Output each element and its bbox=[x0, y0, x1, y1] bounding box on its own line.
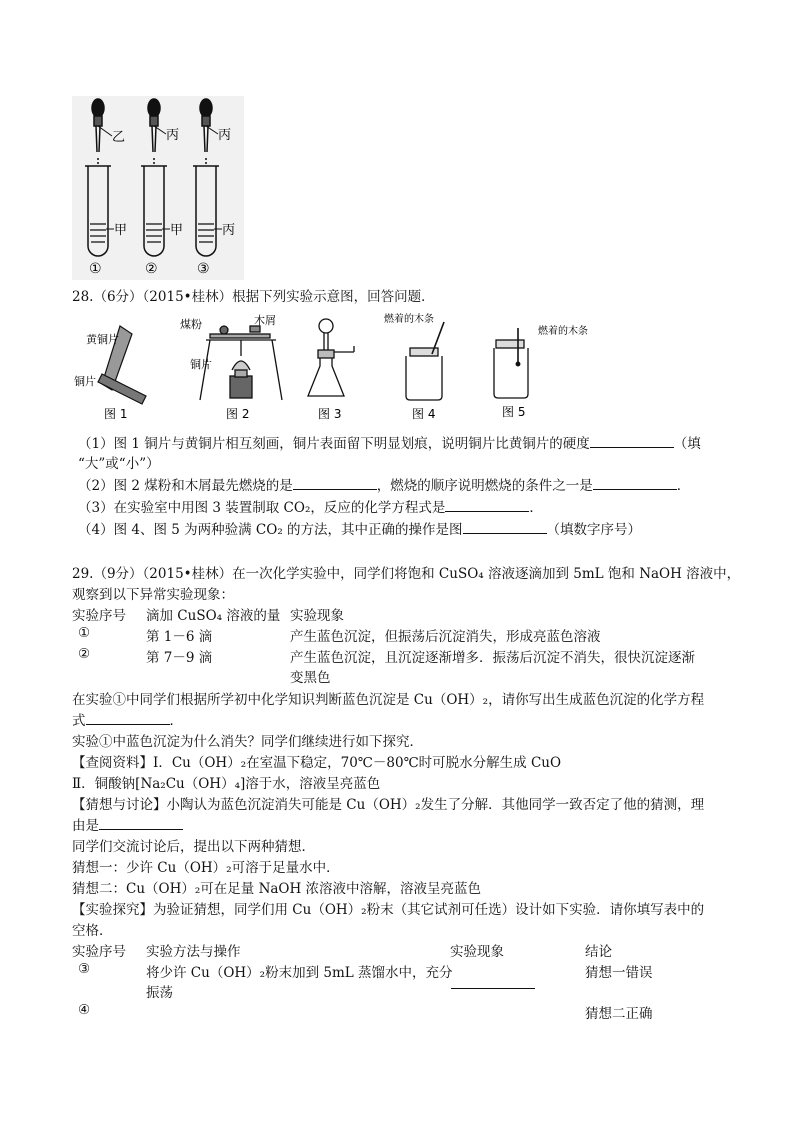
q29-p9: 【实验探究】为验证猜想，同学们用 Cu（OH）₂粉末（其它试剂可任选）设计如下实验．请你填写表中的 bbox=[72, 902, 705, 918]
fig5-caption: 图 5 bbox=[502, 405, 526, 419]
q28-figures bbox=[72, 310, 588, 428]
q28-line-3 bbox=[78, 496, 543, 516]
q29-p7: 猜想一：少许 Cu（OH）₂可溶于足量水中． bbox=[72, 860, 340, 876]
table2-row2-no: ④ bbox=[78, 1002, 91, 1018]
q29-p3: 【查阅资料】Ⅰ．Cu（OH）₂在室温下稳定，70℃－80℃时可脱水分解生成 CuO bbox=[72, 755, 562, 771]
fig4-label: 燃着的木条 bbox=[384, 314, 434, 325]
fig2-tripod-burner bbox=[200, 326, 282, 400]
table1-row2-phenomenon: 产生蓝色沉淀，且沉淀逐渐增多．振荡后沉淀不消失，很快沉淀逐渐 bbox=[290, 650, 695, 666]
table1-row1-no: ① bbox=[78, 625, 91, 641]
fig2-label-bottom: 铜片 bbox=[190, 358, 212, 371]
fig2-label-right: 木屑 bbox=[254, 314, 276, 327]
q29-blank-reason[interactable] bbox=[99, 817, 183, 830]
table2-row1-phenomenon-blank[interactable] bbox=[451, 988, 535, 989]
fig1-caption: 图 1 bbox=[104, 407, 128, 421]
fig2-caption: 图 2 bbox=[226, 407, 250, 421]
dropper-label-1: 乙 bbox=[112, 130, 126, 145]
table1-row2-amount: 第 7－9 滴 bbox=[146, 650, 213, 666]
q29-p1: 在实验①中同学们根据所学初中化学知识判断蓝色沉淀是 Cu（OH）₂，请你写出生成蓝色沉淀的化学方程 bbox=[72, 692, 705, 708]
table2-header-no: 实验序号 bbox=[72, 944, 126, 960]
test-tube-figure bbox=[72, 96, 244, 280]
tube-label-2: 甲 bbox=[170, 223, 184, 238]
q29-p1-line2 bbox=[72, 709, 183, 729]
q29-blank-equation[interactable] bbox=[86, 712, 170, 725]
table2-row1-no: ③ bbox=[78, 961, 91, 977]
q28-line-2 bbox=[78, 474, 690, 494]
fig3-flask-apparatus bbox=[308, 319, 354, 396]
tube-label-1: 甲 bbox=[114, 223, 128, 238]
q28-line-3-text: （3）在实验室中用图 3 装置制取 CO₂，反应的化学方程式是 bbox=[78, 500, 446, 516]
q29-p5: 【猜想与讨论】小陶认为蓝色沉淀消失可能是 Cu（OH）₂发生了分解．其他同学一致否定了他的猜测，理 bbox=[72, 797, 705, 813]
q29-p8: 猜想二：Cu（OH）₂可在足量 NaOH 浓溶液中溶解，溶液呈亮蓝色 bbox=[72, 881, 482, 897]
q29-p2: 实验①中蓝色沉淀为什么消失？同学们继续进行如下探究． bbox=[72, 734, 423, 750]
tube-number-3: ③ bbox=[197, 261, 210, 277]
q28-header: 28.（6分）（2015•桂林）根据下列实验示意图，回答问题． bbox=[72, 289, 435, 305]
fig4-caption: 图 4 bbox=[412, 407, 436, 421]
table2-row2-conclusion: 猜想二正确 bbox=[585, 1006, 653, 1022]
table2-header-phenomenon: 实验现象 bbox=[450, 944, 504, 960]
tube-label-3: 丙 bbox=[222, 223, 236, 238]
dropper-label-2: 丙 bbox=[166, 128, 180, 143]
fig1-label-top: 黄铜片 bbox=[86, 333, 119, 346]
q29-p1c: ． bbox=[169, 713, 183, 729]
table1-row1-phenomenon: 产生蓝色沉淀，但振荡后沉淀消失，形成亮蓝色溶液 bbox=[290, 629, 601, 645]
q29-p5b: 由是 bbox=[72, 818, 99, 834]
q28-line-1-text: （1）图 1 铜片与黄铜片相互刻画，铜片表面留下明显划痕，说明铜片比黄铜片的硬度 bbox=[78, 436, 590, 452]
table2-header-method: 实验方法与操作 bbox=[146, 944, 241, 960]
q29-p1b: 式 bbox=[72, 713, 86, 729]
tube-number-2: ② bbox=[145, 261, 158, 277]
fig5-bottle-stick-mouth bbox=[494, 328, 528, 398]
fig1-label-bottom: 铜片 bbox=[74, 375, 96, 388]
q28-blank-3[interactable] bbox=[445, 499, 529, 512]
q29-p9-line2: 空格． bbox=[72, 923, 113, 939]
q28-line-1-after: （填 bbox=[673, 436, 701, 452]
tube-number-1: ① bbox=[89, 261, 102, 277]
q28-line-3-after: ． bbox=[529, 500, 543, 516]
table2-row1-method-cont: 振荡 bbox=[146, 985, 173, 1001]
table2-row1-conclusion: 猜想一错误 bbox=[585, 965, 653, 981]
table1-header-no: 实验序号 bbox=[72, 608, 126, 624]
q28-line-1 bbox=[78, 432, 701, 452]
dropper-label-3: 丙 bbox=[218, 128, 232, 143]
q28-line-4-after: （填数字序号） bbox=[546, 522, 642, 538]
q28-line-1b: “大”或“小”） bbox=[78, 456, 160, 472]
table1-header-amount: 滴加 CuSO₄ 溶液的量 bbox=[146, 608, 281, 624]
fig4-bottle-stick-inside bbox=[406, 322, 444, 400]
q28-line-2-text: （2）图 2 煤粉和木屑最先燃烧的是 bbox=[78, 478, 293, 494]
table1-row1-amount: 第 1－6 滴 bbox=[146, 629, 213, 645]
q28-line-4 bbox=[78, 518, 641, 538]
q28-blank-2a[interactable] bbox=[293, 477, 377, 490]
q29-header-2: 观察到以下异常实验现象： bbox=[72, 587, 234, 603]
fig2-label-left: 煤粉 bbox=[180, 318, 202, 331]
q28-line-2-after: ． bbox=[676, 478, 691, 494]
q28-blank-4[interactable] bbox=[463, 521, 547, 534]
q28-blank-1[interactable] bbox=[590, 435, 674, 448]
q29-header: 29.（9分）（2015•桂林）在一次化学实验中，同学们将饱和 CuSO₄ 溶液逐滴加到 5mL 饱和 NaOH 溶液中， bbox=[72, 566, 741, 582]
fig5-label: 燃着的木条 bbox=[538, 326, 588, 337]
table2-header-conclusion: 结论 bbox=[585, 944, 612, 960]
q29-p6: 同学们交流讨论后，提出以下两种猜想． bbox=[72, 839, 315, 855]
table2-row1-method: 将少许 Cu（OH）₂粉末加到 5mL 蒸馏水中，充分 bbox=[146, 965, 453, 981]
q28-blank-2b[interactable] bbox=[593, 477, 677, 490]
table1-row2-phenomenon-cont: 变黑色 bbox=[290, 670, 331, 686]
q28-line-2-middle: ，燃烧的顺序说明燃烧的条件之一是 bbox=[376, 478, 593, 494]
table1-row2-no: ② bbox=[78, 646, 91, 662]
q29-p5-line2 bbox=[72, 814, 183, 834]
q29-p4: Ⅱ．铜酸钠[Na₂Cu（OH）₄]溶于水，溶液呈亮蓝色 bbox=[72, 776, 381, 792]
q28-line-4-text: （4）图 4、图 5 为两种验满 CO₂ 的方法，其中正确的操作是图 bbox=[78, 522, 463, 538]
fig3-caption: 图 3 bbox=[318, 407, 342, 421]
table1-header-phenomenon: 实验现象 bbox=[290, 608, 344, 624]
